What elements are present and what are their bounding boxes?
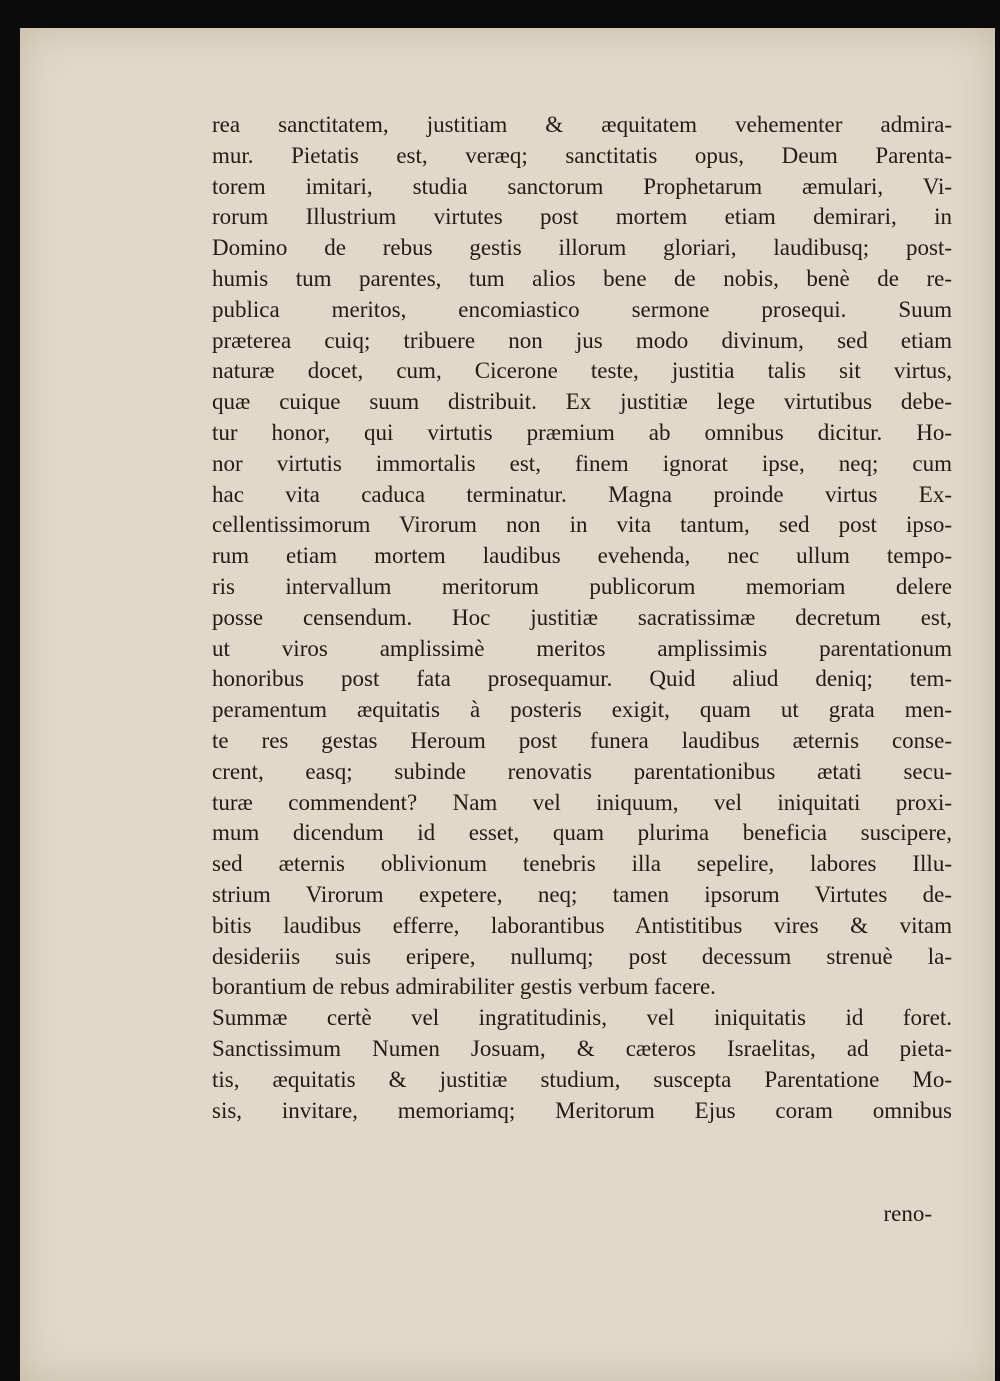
text-line: tur honor, qui virtutis præmium ab omnibus dicitur. Ho- bbox=[212, 419, 952, 445]
text-line: peramentum æquitatis à posteris exigit, quam ut grata men- bbox=[212, 697, 952, 723]
text-line: Summæ certè vel ingratitudinis, vel iniquitatis id foret. bbox=[212, 1005, 952, 1031]
text-line: rea sanctitatem, justitiam & æquitatem vehementer admira- bbox=[212, 112, 952, 137]
text-line: turæ commendent? Nam vel iniquum, vel iniquitati proxi- bbox=[212, 789, 952, 815]
text-line: rum etiam mortem laudibus evehenda, nec ullum tempo- bbox=[212, 543, 952, 569]
text-line: sed æternis oblivionum tenebris illa sepelire, labores Illu- bbox=[212, 851, 952, 877]
book-page bbox=[20, 28, 995, 1381]
body-text bbox=[212, 110, 952, 1126]
text-line: ris intervallum meritorum publicorum memoriam delere bbox=[212, 573, 952, 599]
text-line: Domino de rebus gestis illorum gloriari, laudibusq; post- bbox=[212, 235, 952, 261]
text-line: quæ cuique suum distribuit. Ex justitiæ lege virtutibus debe- bbox=[212, 389, 952, 415]
text-line: hac vita caduca terminatur. Magna proinde virtus Ex- bbox=[212, 481, 952, 507]
text-line: ut viros amplissimè meritos amplissimis parentationum bbox=[212, 635, 952, 661]
text-line: posse censendum. Hoc justitiæ sacratissimæ decretum est, bbox=[212, 604, 952, 630]
text-line: sis, invitare, memoriamq; Meritorum Ejus coram omnibus bbox=[212, 1097, 952, 1123]
text-line: bitis laudibus efferre, laborantibus Antistitibus vires & vitam bbox=[212, 912, 952, 938]
text-line: borantium de rebus admirabiliter gestis verbum facere. bbox=[212, 974, 716, 1000]
text-line: rorum Illustrium virtutes post mortem etiam demirari, in bbox=[212, 204, 952, 230]
text-line: mum dicendum id esset, quam plurima beneficia suscipere, bbox=[212, 820, 952, 846]
text-line: præterea cuiq; tribuere non jus modo divinum, sed etiam bbox=[212, 327, 952, 353]
text-line: cellentissimorum Virorum non in vita tantum, sed post ipso- bbox=[212, 512, 952, 538]
text-line: publica meritos, encomiastico sermone prosequi. Suum bbox=[212, 296, 952, 322]
text-line: desideriis suis eripere, nullumq; post decessum strenuè la- bbox=[212, 943, 952, 969]
text-line: nor virtutis immortalis est, finem ignorat ipse, neq; cum bbox=[212, 450, 952, 476]
text-line: te res gestas Heroum post funera laudibus æternis conse- bbox=[212, 727, 952, 753]
text-line: torem imitari, studia sanctorum Prophetarum æmulari, Vi- bbox=[212, 173, 952, 199]
text-line: strium Virorum expetere, neq; tamen ipsorum Virtutes de- bbox=[212, 881, 952, 907]
catchword: reno- bbox=[883, 1201, 932, 1226]
text-line: tis, æquitatis & justitiæ studium, suscepta Parentatione Mo- bbox=[212, 1066, 952, 1092]
text-line: mur. Pietatis est, veræq; sanctitatis opus, Deum Parenta- bbox=[212, 142, 952, 168]
text-line: Sanctissimum Numen Josuam, & cæteros Israelitas, ad pieta- bbox=[212, 1035, 952, 1061]
text-line: humis tum parentes, tum alios bene de nobis, benè de re- bbox=[212, 265, 952, 291]
text-line: naturæ docet, cum, Cicerone teste, justitia talis sit virtus, bbox=[212, 358, 952, 384]
text-line: honoribus post fata prosequamur. Quid aliud deniq; tem- bbox=[212, 666, 952, 692]
text-line: crent, easq; subinde renovatis parentationibus ætati secu- bbox=[212, 758, 952, 784]
